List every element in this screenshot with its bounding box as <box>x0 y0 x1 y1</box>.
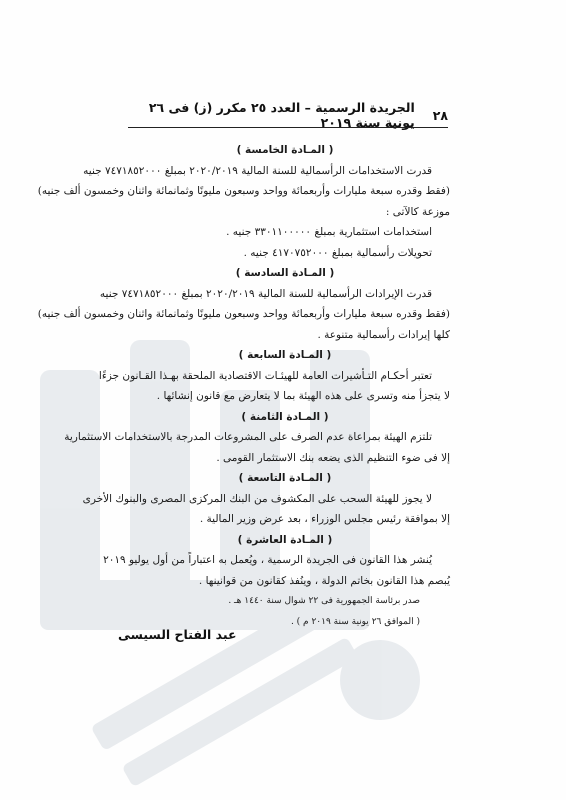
paragraph-line: لا يتجزأ منه وتسرى على هذه الهيئة بما لا يتعارض مع قانون إنشائها . <box>156 390 450 402</box>
paragraph-line: لا يجوز للهيئة السحب على المكشوف من البنك المركزى المصرى والبنوك الأخرى <box>82 492 432 505</box>
paragraph-line: إلا فى ضوء التنظيم الذى يضعه بنك الاستثمار القومى . <box>216 451 450 464</box>
paragraph-line: استخدامات استثمارية بمبلغ ٣٣٠١١٠٠٠٠٠ جنيه . <box>226 226 432 238</box>
issuance-line: صدر برئاسة الجمهورية فى ٢٢ شوال سنة ١٤٤٠ هـ . <box>228 596 420 606</box>
president-signature: عبد الفتاح السيسى <box>118 627 237 642</box>
paragraph-line: يُنشر هذا القانون فى الجريدة الرسمية ، ويُعمل به اعتباراً من أول يوليو ٢٠١٩ <box>103 554 432 566</box>
gazette-title: الجريدة الرسمية – العدد ٢٥ مكرر (ز) فى ٢٦ يونية سنة ٢٠١٩ <box>148 100 415 130</box>
article-heading-6: ( المـادة السادسة ) <box>235 267 335 279</box>
paragraph-line: قدرت الإيرادات الرأسمالية للسنة المالية ٢٠٢٠/٢٠١٩ بمبلغ ٧٤٧١٨٥٢٠٠٠ جنيه <box>99 287 432 300</box>
document-body <box>37 140 450 632</box>
paragraph-line: يُبصم هذا القانون بخاتم الدولة ، وينُفذ كقانون من قوانينها . <box>198 574 450 587</box>
article-heading-10: ( المـادة العاشرة ) <box>237 533 333 546</box>
paragraph-line: تلتزم الهيئة بمراعاة عدم الصرف على المشروعات المدرجة بالاستخدامات الاستثمارية <box>64 431 432 443</box>
article-heading-9: ( المـادة التاسعة ) <box>238 472 332 484</box>
paragraph-line: تحويلات رأسمالية بمبلغ ٤١٧٠٧٥٢٠٠٠ جنيه . <box>243 246 432 259</box>
paragraph-line: (فقط وقدره سبعة مليارات وأربعمائة وواحد وسبعون مليونًا وثمانمائة واثنان وخمسون ألف جنيه) <box>37 185 450 197</box>
article-heading-7: ( المـادة السابعة ) <box>238 349 332 361</box>
paragraph-line: تعتبر أحكـام التـأشيرات العامة للهيئـات الاقتصادية الملحقة بهـذا القـانون جزءًا <box>98 369 432 382</box>
paragraph-line: موزعة كالآتى : <box>385 205 450 218</box>
paragraph-line: قدرت الاستخدامات الرأسمالية للسنة المالية ٢٠٢٠/٢٠١٩ بمبلغ ٧٤٧١٨٥٢٠٠٠ جنيه <box>83 164 432 177</box>
article-heading-8: ( المـادة الثامنة ) <box>241 410 329 423</box>
header-divider <box>128 127 448 128</box>
paragraph-line: (فقط وقدره سبعة مليارات وأربعمائة وواحد وسبعون مليونًا وثمانمائة واثنان وخمسون ألف جنيه) <box>37 308 450 320</box>
article-heading-5: ( المـادة الخامسة ) <box>236 144 334 156</box>
page-header <box>128 100 448 130</box>
page-number: ٢٨ <box>432 107 448 123</box>
paragraph-line: إلا بموافقة رئيس مجلس الوزراء ، بعد عرض وزير المالية . <box>199 513 450 525</box>
date-equivalent-line: ( الموافق ٢٦ يونية سنة ٢٠١٩ م ) . <box>290 616 420 627</box>
paragraph-line: كلها إيرادات رأسمالية متنوعة . <box>317 328 450 341</box>
